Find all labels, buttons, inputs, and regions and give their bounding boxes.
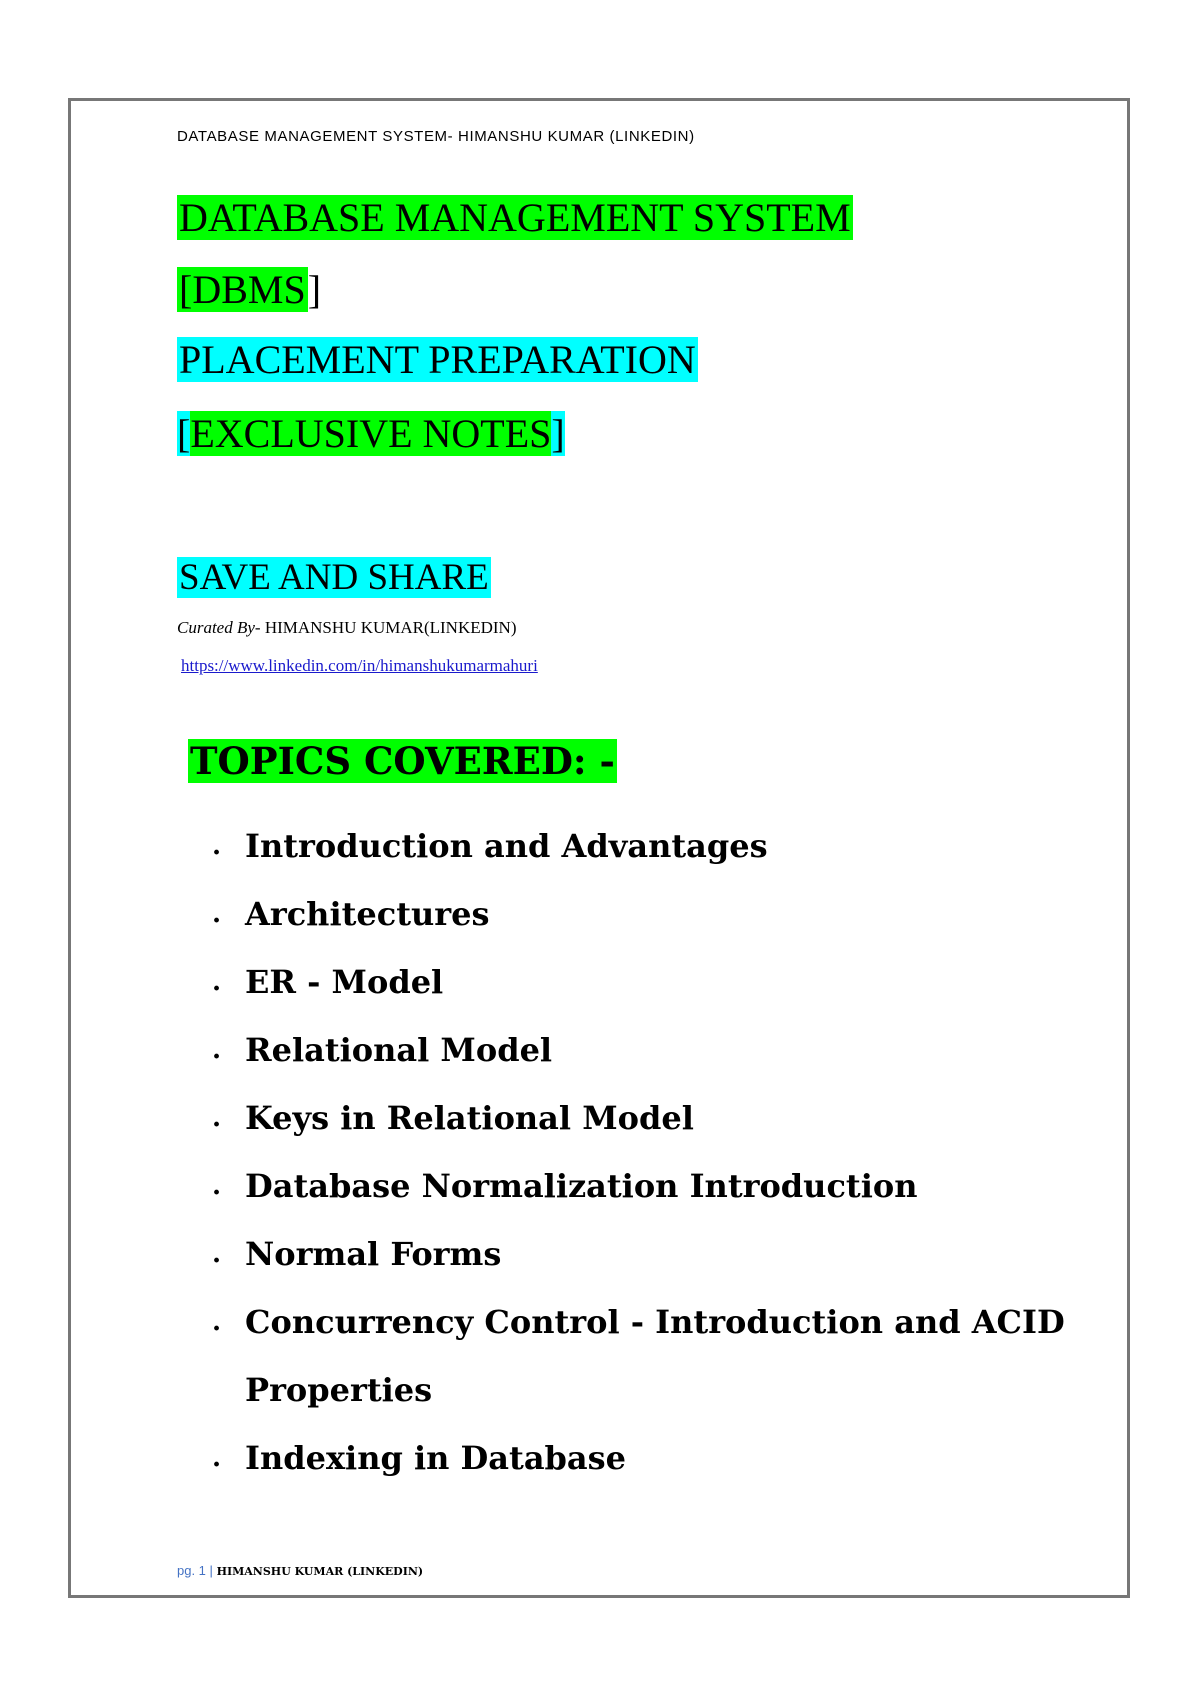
bullet-icon: . bbox=[212, 1103, 222, 1133]
linkedin-link[interactable]: https://www.linkedin.com/in/himanshukumarmahuri bbox=[181, 656, 538, 675]
save-share-heading: SAVE AND SHARE bbox=[179, 557, 489, 598]
curated-by-author: HIMANSHU KUMAR(LINKEDIN) bbox=[260, 618, 517, 637]
page-header: DATABASE MANAGEMENT SYSTEM- HIMANSHU KUMAR (LINKEDIN) bbox=[177, 128, 695, 145]
list-item bbox=[200, 1084, 1080, 1152]
title-open-bracket: [ bbox=[177, 411, 191, 456]
bullet-icon: . bbox=[212, 1443, 222, 1473]
topic-text: Keys in Relational Model bbox=[245, 1099, 694, 1137]
topic-text: ER - Model bbox=[245, 963, 444, 1001]
topics-list bbox=[200, 812, 1080, 1492]
title-dbms-full: DATABASE MANAGEMENT SYSTEM bbox=[179, 195, 851, 240]
list-item bbox=[200, 948, 1080, 1016]
topics-heading bbox=[188, 738, 617, 784]
bullet-icon: . bbox=[212, 831, 222, 861]
save-share-line bbox=[177, 554, 491, 602]
bullet-icon: . bbox=[212, 967, 222, 997]
title-line-3 bbox=[177, 336, 698, 384]
page-footer bbox=[177, 1563, 423, 1578]
list-item bbox=[200, 1220, 1080, 1288]
footer-separator: | bbox=[209, 1563, 213, 1578]
list-item bbox=[200, 1152, 1080, 1220]
topic-text: Database Normalization Introduction bbox=[245, 1167, 918, 1205]
topic-text: Indexing in Database bbox=[245, 1439, 627, 1477]
title-exclusive-notes: EXCLUSIVE NOTES bbox=[190, 411, 552, 456]
topic-text: Normal Forms bbox=[245, 1235, 502, 1273]
curated-by-label: Curated By- bbox=[177, 618, 261, 637]
footer-author: HIMANSHU KUMAR (LINKEDIN) bbox=[216, 1565, 424, 1578]
topic-text: Architectures bbox=[245, 895, 490, 933]
list-item bbox=[200, 880, 1080, 948]
bullet-icon: . bbox=[212, 1035, 222, 1065]
title-dbms-abbrev: [DBMS bbox=[179, 267, 306, 312]
topics-heading-text: TOPICS COVERED: - bbox=[190, 739, 615, 783]
bullet-icon: . bbox=[212, 899, 222, 929]
page-number: pg. 1 bbox=[177, 1563, 206, 1578]
title-line-2 bbox=[177, 266, 321, 314]
bullet-icon: . bbox=[212, 1307, 222, 1337]
list-item bbox=[200, 1424, 1080, 1492]
title-dbms-close-bracket: ] bbox=[307, 267, 322, 312]
list-item bbox=[200, 1016, 1080, 1084]
bullet-icon: . bbox=[212, 1171, 222, 1201]
topic-text: Concurrency Control - Introduction and ACID Properties bbox=[245, 1303, 1065, 1409]
title-placement: PLACEMENT PREPARATION bbox=[179, 337, 696, 382]
topic-text: Relational Model bbox=[245, 1031, 553, 1069]
title-line-1 bbox=[177, 194, 853, 242]
title-line-4 bbox=[177, 410, 565, 458]
topic-text: Introduction and Advantages bbox=[245, 827, 768, 865]
list-item bbox=[200, 812, 1080, 880]
title-close-bracket: ] bbox=[551, 411, 565, 456]
curated-by bbox=[177, 618, 517, 638]
list-item bbox=[200, 1288, 1080, 1424]
bullet-icon: . bbox=[212, 1239, 222, 1269]
